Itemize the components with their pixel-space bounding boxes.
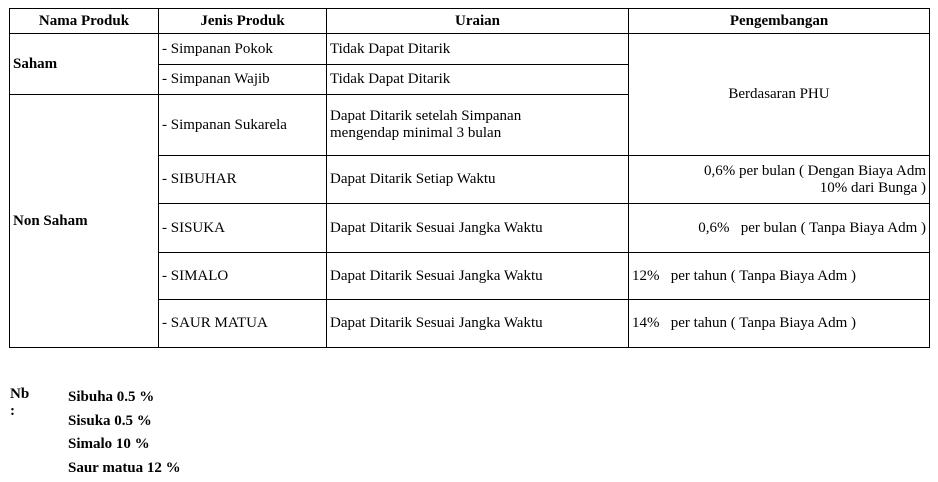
pengembangan-cell: 0,6% per bulan ( Tanpa Biaya Adm )	[629, 204, 930, 253]
note-item: Sisuka 0.5 %	[68, 412, 152, 429]
pengembangan-cell: 14% per tahun ( Tanpa Biaya Adm )	[629, 300, 930, 348]
group-non-saham: Non Saham	[10, 95, 159, 348]
jenis-cell: - Simpanan Pokok	[159, 34, 327, 65]
group-saham: Saham	[10, 34, 159, 95]
table-header-row	[10, 9, 930, 34]
jenis-cell: - SISUKA	[159, 204, 327, 253]
pengembangan-cell: 12% per tahun ( Tanpa Biaya Adm )	[629, 253, 930, 300]
note-list	[68, 386, 181, 480]
table-row	[10, 34, 930, 65]
uraian-cell	[327, 95, 629, 156]
uraian-cell: Dapat Ditarik Sesuai Jangka Waktu	[327, 204, 629, 253]
header-uraian: Uraian	[327, 9, 629, 34]
product-table	[9, 8, 930, 348]
note-item: Saur matua 12 %	[68, 459, 181, 476]
uraian-cell: Dapat Ditarik Sesuai Jangka Waktu	[327, 300, 629, 348]
uraian-cell: Tidak Dapat Ditarik	[327, 65, 629, 95]
header-pengembangan: Pengembangan	[629, 9, 930, 34]
pengembangan-line: 0,6% per bulan ( Dengan Biaya Adm	[703, 162, 926, 179]
header-nama-produk: Nama Produk	[10, 9, 159, 34]
jenis-cell: - Simpanan Wajib	[159, 65, 327, 95]
header-jenis-produk: Jenis Produk	[159, 9, 327, 34]
uraian-cell: Dapat Ditarik Sesuai Jangka Waktu	[327, 253, 629, 300]
note-item: Simalo 10 %	[68, 436, 150, 452]
jenis-cell: - SAUR MATUA	[159, 300, 327, 348]
pengembangan-line: 10% dari Bunga )	[819, 179, 926, 196]
uraian-line: mengendap minimal 3 bulan	[330, 125, 502, 141]
note-label: Nb :	[10, 386, 30, 419]
jenis-cell: - SIBUHAR	[159, 156, 327, 204]
uraian-cell: Dapat Ditarik Setiap Waktu	[327, 156, 629, 204]
uraian-cell: Tidak Dapat Ditarik	[327, 34, 629, 65]
pengembangan-cell	[629, 156, 930, 204]
uraian-line: Dapat Ditarik setelah Simpanan	[330, 108, 522, 124]
pengembangan-merged-cell: Berdasaran PHU	[629, 34, 930, 156]
jenis-cell: - SIMALO	[159, 253, 327, 300]
note-item: Sibuha 0.5 %	[68, 389, 155, 405]
jenis-cell: - Simpanan Sukarela	[159, 95, 327, 156]
